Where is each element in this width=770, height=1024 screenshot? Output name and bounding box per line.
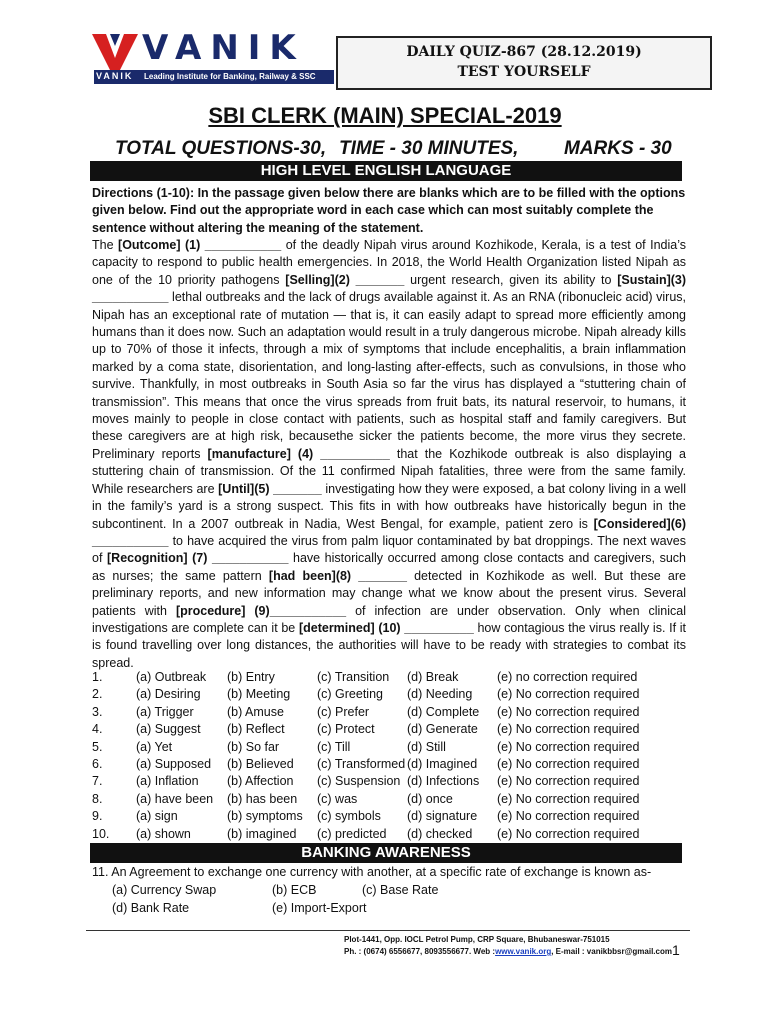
option-d: (d) Break bbox=[407, 670, 459, 684]
q11-option-d: (d) Bank Rate bbox=[112, 901, 190, 915]
option-d: (d) Generate bbox=[407, 722, 478, 737]
option-row bbox=[92, 704, 647, 721]
footer bbox=[344, 934, 672, 958]
option-d: (d) Complete bbox=[407, 704, 480, 719]
option-row bbox=[92, 756, 647, 773]
options-table bbox=[92, 669, 647, 843]
option-b: (b) Affection bbox=[227, 774, 294, 789]
blank-5: [Until](5) _______ bbox=[218, 481, 322, 496]
option-b: (b) Believed bbox=[227, 757, 294, 772]
option-c: (c) Till bbox=[317, 739, 351, 754]
option-row bbox=[92, 826, 647, 843]
question-number: 7. bbox=[92, 774, 103, 789]
option-b: (b) imagined bbox=[227, 826, 297, 841]
passage bbox=[92, 237, 686, 672]
option-c: (c) Prefer bbox=[317, 704, 370, 719]
blank-4: [manufacture] (4) __________ bbox=[207, 446, 390, 461]
option-b: (b) Reflect bbox=[227, 722, 285, 737]
blank-9: [procedure] (9)___________ bbox=[175, 603, 347, 618]
option-b: (b) So far bbox=[227, 739, 280, 754]
q11-option-b: (b) ECB bbox=[272, 883, 317, 897]
question-number: 3. bbox=[92, 704, 103, 719]
option-c: (c) Suspension bbox=[317, 774, 401, 789]
blank-10: [determined] (10) __________ bbox=[298, 620, 474, 635]
logo-tagname: VANIK bbox=[96, 71, 134, 81]
option-b: (b) Meeting bbox=[227, 687, 291, 702]
option-a: (a) Yet bbox=[136, 739, 173, 754]
quiz-title: DAILY QUIZ-867 (28.12.2019) bbox=[406, 44, 642, 60]
option-c: (c) predicted bbox=[317, 826, 387, 841]
question-number: 8. bbox=[92, 791, 103, 806]
option-e: (e) no correction required bbox=[497, 670, 638, 684]
q11-option-e: (e) Import-Export bbox=[272, 901, 367, 915]
passage-text: that the Kozhikode outbreak is also displaying a stuttering chain of transmission. Of the 11 confirmed Nipah fatalities, three were from the same family. While researchers are bbox=[92, 446, 686, 496]
question-number: 10. bbox=[92, 826, 110, 841]
page-title: SBI CLERK (MAIN) SPECIAL-2019 bbox=[208, 103, 562, 128]
option-a: (a) Outbreak bbox=[136, 670, 207, 684]
passage-text: lethal outbreaks and the lack of drugs available against it. As an RNA (ribonucleic acid) virus, Nipah has an exceptional rate of mutation — that is, it can easily adapt to spread more efficiently among humans than it does now. Such an adaptation would result in a truly dangerous microbe. Nipah already kills up to 70% of those it infects, through a mix of symptoms that include encephalitis, a brain inflammation marked by a coma state, disorientation, and long-lasting after-effects, such as convulsions, in those who survive. Thankfully, in most outbreaks in South Asia so far the virus has displayed a “stuttering chain of transmission”. This means that once the virus spreads from fruit bats, its natural reservoir, to humans, it moves mainly to people in close contact with patients, such as hospital staff and family caregivers. But these caregivers are at high risk, becausethe sicker the patients become, the more virus they secrete. Preliminary reports bbox=[92, 290, 686, 461]
passage-text: investigating how they were exposed, a bat colony living in a well in the family’s yard is a strong suspect. This fits in with how outbreaks have historically begun in the subcontinent. In a 2007 outbreak in Nadia, West Bengal, for example, patient zero is bbox=[92, 481, 686, 531]
blank-7: [Recognition] (7) ___________ bbox=[107, 551, 289, 566]
question-number: 4. bbox=[92, 722, 103, 737]
q11-option-a: (a) Currency Swap bbox=[112, 883, 217, 897]
option-b: (b) symptoms bbox=[227, 809, 303, 824]
question-number: 6. bbox=[92, 757, 103, 772]
option-d: (d) signature bbox=[407, 809, 478, 824]
option-row bbox=[92, 686, 647, 703]
passage-text: how contagious the virus really is. If it is found travelling over long distances, the authorities will have to be ready with strategies to combat its spread. bbox=[92, 620, 686, 670]
option-e: (e) No correction required bbox=[497, 687, 640, 702]
blank-1: [Outcome] (1) ___________ bbox=[118, 238, 282, 252]
option-a: (a) Supposed bbox=[136, 757, 212, 772]
blank-6: [Considered](6) ___________ bbox=[92, 516, 686, 548]
passage-text: detected in Kozhikode as well. But these are preliminary reports, and new information may change what we know about the present virus. Several patients with bbox=[92, 568, 686, 618]
passage-text: of the deadly Nipah virus around Kozhikode, Kerala, is a test of India’s capacity to respond to public health emergencies. In 2018, the World Health Organization listed Nipah as one of the 10 priority pathogens bbox=[92, 238, 687, 287]
blank-2: [Selling](2) _______ bbox=[285, 272, 405, 287]
option-e: (e) No correction required bbox=[497, 774, 640, 789]
option-row bbox=[92, 669, 647, 686]
option-e: (e) No correction required bbox=[497, 757, 640, 772]
option-b: (b) Entry bbox=[227, 670, 275, 684]
option-e: (e) No correction required bbox=[497, 739, 640, 754]
vanik-logo bbox=[92, 28, 336, 84]
section-heading-banking: BANKING AWARENESS bbox=[90, 843, 682, 863]
option-c: (c) symbols bbox=[317, 809, 381, 824]
passage-text: urgent research, given its ability to bbox=[404, 272, 618, 287]
passage-text: of infection are under observation. Only when clinical investigations are complete can it be bbox=[92, 603, 686, 635]
option-a: (a) Inflation bbox=[136, 774, 199, 789]
footer-divider bbox=[86, 930, 690, 931]
passage-text: The bbox=[92, 238, 119, 252]
option-e: (e) No correction required bbox=[497, 791, 640, 806]
section-heading-english: HIGH LEVEL ENGLISH LANGUAGE bbox=[90, 161, 682, 181]
option-row bbox=[92, 739, 647, 756]
option-c: (c) Transition bbox=[317, 670, 390, 684]
option-d: (d) Still bbox=[407, 739, 446, 754]
option-d: (d) Needing bbox=[407, 687, 473, 702]
option-d: (d) checked bbox=[407, 826, 473, 841]
footer-email: , E-mail : vanikbbsr@gmail.com bbox=[551, 947, 672, 956]
option-d: (d) Imagined bbox=[407, 757, 478, 772]
option-b: (b) has been bbox=[227, 791, 298, 806]
option-c: (c) was bbox=[317, 791, 358, 806]
passage-text: to have acquired the virus from palm liquor contaminated by bat droppings. The next waves of bbox=[92, 533, 686, 566]
blank-3: [Sustain](3) ___________ bbox=[92, 272, 687, 305]
option-b: (b) Amuse bbox=[227, 704, 284, 719]
footer-address: Plot-1441, Opp. IOCL Petrol Pump, CRP Square, Bhubaneswar-751015 bbox=[344, 935, 610, 944]
option-d: (d) once bbox=[407, 791, 453, 806]
time-limit: TIME - 30 MINUTES, bbox=[339, 138, 519, 159]
option-row bbox=[92, 721, 647, 738]
option-c: (c) Greeting bbox=[317, 687, 383, 702]
option-c: (c) Transformed bbox=[317, 757, 406, 772]
question-11 bbox=[92, 864, 652, 915]
footer-phone: Ph. : (0674) 6556677, 8093556677. Web : bbox=[344, 947, 496, 956]
question-number: 1. bbox=[92, 670, 103, 684]
question-number: 2. bbox=[92, 687, 103, 702]
option-a: (a) sign bbox=[136, 809, 178, 824]
option-e: (e) No correction required bbox=[497, 722, 640, 737]
option-e: (e) No correction required bbox=[497, 826, 640, 841]
directions-text: Directions (1-10): In the passage given below there are blanks which are to be filled with the options given below. Find out the appropriate word in each case which can most suitably complete the sentence without altering the meaning of the statement. bbox=[92, 186, 686, 235]
option-a: (a) have been bbox=[136, 791, 214, 806]
quiz-info-box bbox=[336, 36, 712, 90]
quiz-subtitle: TEST YOURSELF bbox=[457, 64, 591, 80]
option-row bbox=[92, 791, 647, 808]
logo-wordmark: VANIK bbox=[142, 28, 305, 68]
option-d: (d) Infections bbox=[407, 774, 480, 789]
q11-option-c: (c) Base Rate bbox=[362, 883, 439, 897]
option-a: (a) Suggest bbox=[136, 722, 201, 737]
passage-text: have historically occurred among close contacts and caregivers, such as nurses; the same pattern bbox=[92, 551, 686, 583]
option-a: (a) Trigger bbox=[136, 704, 194, 719]
question-number: 9. bbox=[92, 809, 103, 824]
option-a: (a) shown bbox=[136, 826, 191, 841]
option-row bbox=[92, 808, 647, 825]
option-e: (e) No correction required bbox=[497, 809, 640, 824]
total-marks: MARKS - 30 bbox=[564, 138, 672, 159]
footer-website-link[interactable]: www.vanik.org bbox=[495, 947, 552, 956]
option-a: (a) Desiring bbox=[136, 687, 201, 702]
option-e: (e) No correction required bbox=[497, 704, 640, 719]
logo-tagline: Leading Institute for Banking, Railway & SSC bbox=[144, 72, 316, 81]
vanik-v-logo-icon bbox=[92, 32, 138, 72]
blank-8: [had been](8) _______ bbox=[268, 568, 407, 583]
option-row bbox=[92, 773, 647, 790]
question-number: 5. bbox=[92, 739, 103, 754]
option-c: (c) Protect bbox=[317, 722, 375, 737]
total-questions: TOTAL QUESTIONS-30, bbox=[115, 138, 327, 159]
page-number: 1 bbox=[672, 942, 680, 958]
question-11-text: 11. An Agreement to exchange one currency with another, at a specific rate of exchange is known as- bbox=[92, 865, 652, 879]
